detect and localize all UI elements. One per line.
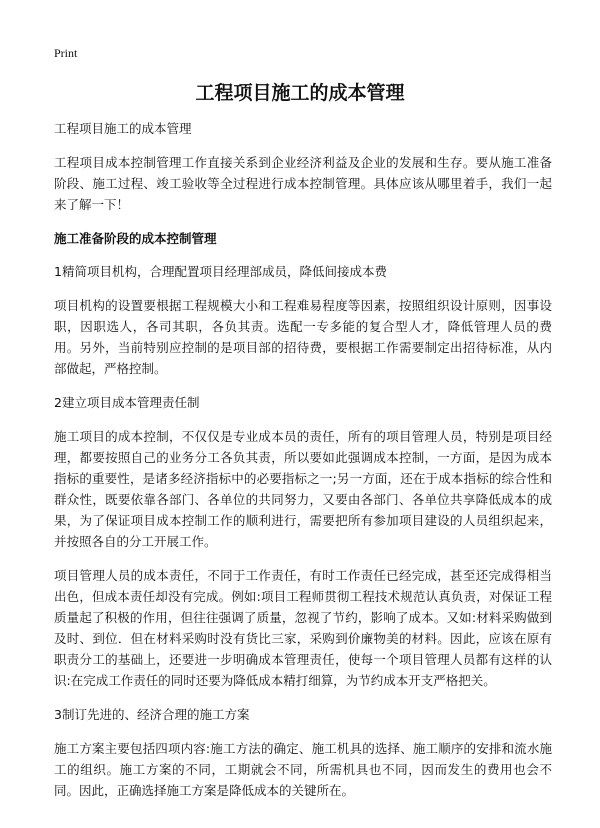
item-heading-1: 1精简项目机构，合理配置项目经理部成员，降低间接成本费: [54, 264, 387, 279]
article-body: [54, 118, 552, 814]
item-paragraph-2a: 施工项目的成本控制，不仅仅是专业成本员的责任，所有的项目管理人员，特别是项目经理，都要按照自己的业务分工各负其责，所以要如此强调成本控制，一方面，是因为成本指标的重要性，是诸多经济指标中的必要指标之一;另一方面，还在于成本指标的综合性和群众性，既要依靠各部门、各单位的共同努力，又要由各部门、各单位共享降低成本的成果，为了保证项目成本控制工作的顺利进行，需要把所有参加项目建设的人员组织起来，并按照各自的分工开展工作。: [54, 429, 552, 549]
item-paragraph-3: 施工方案主要包括四项内容:施工方法的确定、施工机具的选择、施工顺序的安排和流水施工的组织。施工方案的不同，工期就会不同，所需机具也不同，因而发生的费用也会不同。因此，正确选择施工方案是降低成本的关键所在。: [54, 741, 552, 798]
item-heading-3: 3制订先进的、经济合理的施工方案: [54, 707, 250, 722]
print-link[interactable]: Print: [54, 46, 78, 60]
item-paragraph-1: 项目机构的设置要根据工程规模大小和工程难易程度等因素，按照组织设计原则，因事设职，因职选人，各司其职，各负其责。选配一专多能的复合型人才，降低管理人员的费用。另外，当前特别应控制的是项目部的招待费，要根据工作需要制定出招待标准，从内部做起，严格控制。: [54, 298, 552, 376]
item-heading-2: 2建立项目成本管理责任制: [54, 395, 200, 410]
section-heading: 施工准备阶段的成本控制管理: [54, 231, 217, 246]
page-title: 工程项目施工的成本管理: [195, 82, 405, 104]
article-subtitle: 工程项目施工的成本管理: [54, 121, 192, 136]
item-paragraph-2b: 项目管理人员的成本责任，不同于工作责任，有时工作责任已经完成，甚至还完成得相当出色，但成本责任却没有完成。例如:项目工程师贯彻工程技术规范认真负责，对保证工程质量起了积极的作用，但往往强调了质量，忽视了节约，影响了成本。又如:材料采购做到及时、到位．但在材料采购时没有货比三家，采购到价廉物美的材料。因此，应该在原有职责分工的基础上，还要进一步明确成本管理责任，使每一个项目管理人员都有这样的认识:在完成工作责任的同时还要为降低成本精打细算，为节约成本开支严格把关。: [54, 568, 552, 688]
intro-paragraph: 工程项目成本控制管理工作直接关系到企业经济利益及企业的发展和生存。要从施工准备阶段、施工过程、竣工验收等全过程进行成本控制管理。具体应该从哪里着手，我们一起来了解一下！: [54, 155, 552, 212]
